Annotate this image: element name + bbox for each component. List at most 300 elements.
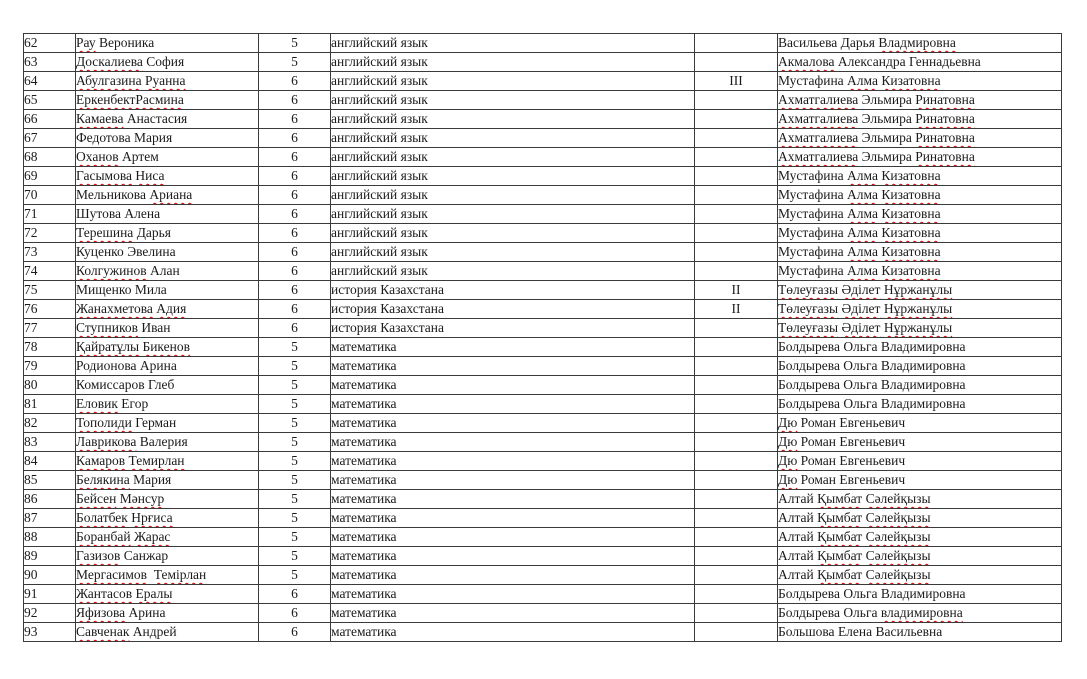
misspelled-word: Нұржанұлы	[883, 320, 953, 335]
award-place-cell	[695, 262, 778, 281]
grade-cell: 5	[259, 338, 331, 357]
teacher-name-cell: Болдырева Ольга Владимировна	[778, 585, 1062, 604]
student-name-cell: Мельникова Ариана	[76, 186, 259, 205]
subject-cell: история Казахстана	[331, 300, 695, 319]
misspelled-word: Жарас	[133, 529, 171, 544]
grade-cell: 5	[259, 376, 331, 395]
table-row	[24, 433, 1062, 452]
misspelled-word: Алма	[847, 187, 878, 202]
grade-cell: 6	[259, 91, 331, 110]
student-name-cell: Колгужинов Алан	[76, 262, 259, 281]
award-place-cell	[695, 205, 778, 224]
row-number-cell: 78	[24, 338, 76, 357]
table-row	[24, 566, 1062, 585]
teacher-name-cell: Васильева Дарья Владмировна	[778, 34, 1062, 53]
table-row	[24, 148, 1062, 167]
subject-cell: английский язык	[331, 186, 695, 205]
teacher-name-cell: Алтай Қымбат Сәлейқызы	[778, 566, 1062, 585]
award-place-cell	[695, 224, 778, 243]
misspelled-word: Владмировна	[878, 35, 956, 50]
grade-cell: 5	[259, 433, 331, 452]
grade-cell: 5	[259, 34, 331, 53]
subject-cell: математика	[331, 471, 695, 490]
award-place-cell	[695, 376, 778, 395]
misspelled-word: Дю	[778, 434, 798, 449]
results-table-body	[24, 34, 1062, 642]
row-number-cell: 80	[24, 376, 76, 395]
table-row	[24, 528, 1062, 547]
student-name-cell	[76, 528, 259, 547]
teacher-name-cell: Мустафина Алма Кизатовна	[778, 72, 1062, 91]
row-number-cell: 88	[24, 528, 76, 547]
row-number-cell: 85	[24, 471, 76, 490]
misspelled-word: Әділет	[841, 282, 881, 297]
student-name-cell	[76, 490, 259, 509]
subject-cell: математика	[331, 395, 695, 414]
award-place-cell	[695, 53, 778, 72]
misspelled-word: Ералы	[135, 586, 173, 601]
student-name-cell: Федотова Мария	[76, 129, 259, 148]
misspelled-word: Төлеуғазы	[778, 301, 839, 316]
table-row	[24, 129, 1062, 148]
student-name-cell	[76, 509, 259, 528]
grade-cell: 6	[259, 167, 331, 186]
teacher-name-cell: Алтай Қымбат Сәлейқызы	[778, 528, 1062, 547]
subject-cell: математика	[331, 433, 695, 452]
teacher-name-cell: Алтай Қымбат Сәлейқызы	[778, 547, 1062, 566]
grade-cell: 6	[259, 604, 331, 623]
table-row	[24, 205, 1062, 224]
teacher-name-cell: Алтай Қымбат Сәлейқызы	[778, 509, 1062, 528]
row-number-cell: 67	[24, 129, 76, 148]
misspelled-word: Колгужинов	[76, 263, 147, 278]
student-name-cell: Рау Вероника	[76, 34, 259, 53]
grade-cell: 5	[259, 509, 331, 528]
row-number-cell: 63	[24, 53, 76, 72]
misspelled-word: Ринатовна	[915, 130, 975, 145]
grade-cell: 5	[259, 490, 331, 509]
award-place-cell	[695, 148, 778, 167]
misspelled-word: Болатбек	[76, 510, 128, 525]
misspelled-word: Рау	[76, 35, 96, 50]
misspelled-word: Дю	[778, 415, 798, 430]
grade-cell: 6	[259, 281, 331, 300]
misspelled-word: Алма	[847, 263, 878, 278]
misspelled-word: Дю	[778, 472, 798, 487]
student-name-cell: Мищенко Мила	[76, 281, 259, 300]
row-number-cell: 83	[24, 433, 76, 452]
misspelled-word: Төлеуғазы	[778, 282, 839, 297]
teacher-name-cell: Мустафина Алма Кизатовна	[778, 243, 1062, 262]
subject-cell: английский язык	[331, 224, 695, 243]
grade-cell: 5	[259, 528, 331, 547]
student-name-cell: Оханов Артем	[76, 148, 259, 167]
subject-cell: английский язык	[331, 110, 695, 129]
grade-cell: 5	[259, 547, 331, 566]
student-name-cell: Куценко Эвелина	[76, 243, 259, 262]
table-row	[24, 262, 1062, 281]
row-number-cell: 64	[24, 72, 76, 91]
teacher-name-cell: Большова Елена Васильевна	[778, 623, 1062, 642]
subject-cell: математика	[331, 509, 695, 528]
table-row	[24, 34, 1062, 53]
misspelled-word: Лаврикова	[76, 434, 137, 449]
subject-cell: английский язык	[331, 34, 695, 53]
misspelled-word: владимировна	[880, 605, 963, 620]
subject-cell: английский язык	[331, 91, 695, 110]
misspelled-word: Ахматгалиева	[778, 149, 859, 164]
table-row	[24, 224, 1062, 243]
student-name-cell	[76, 452, 259, 471]
misspelled-word: Сәлейқызы	[865, 510, 931, 525]
student-name-cell: Ступников Иван	[76, 319, 259, 338]
teacher-name-cell: Мустафина Алма Кизатовна	[778, 262, 1062, 281]
grade-cell: 5	[259, 566, 331, 585]
misspelled-word: Сәлейқызы	[865, 567, 931, 582]
subject-cell: английский язык	[331, 148, 695, 167]
row-number-cell: 62	[24, 34, 76, 53]
student-name-cell	[76, 585, 259, 604]
misspelled-word: Камаева	[76, 111, 124, 126]
grade-cell: 6	[259, 72, 331, 91]
award-place-cell: III	[695, 72, 778, 91]
award-place-cell	[695, 566, 778, 585]
award-place-cell	[695, 452, 778, 471]
misspelled-word: Алма	[847, 168, 878, 183]
grade-cell: 6	[259, 585, 331, 604]
grade-cell: 5	[259, 357, 331, 376]
subject-cell: английский язык	[331, 205, 695, 224]
misspelled-word: Қымбат	[817, 548, 863, 563]
table-row	[24, 300, 1062, 319]
misspelled-word: Қымбат	[817, 510, 863, 525]
subject-cell: английский язык	[331, 129, 695, 148]
subject-cell: английский язык	[331, 262, 695, 281]
subject-cell: математика	[331, 490, 695, 509]
row-number-cell: 86	[24, 490, 76, 509]
row-number-cell: 81	[24, 395, 76, 414]
teacher-name-cell: Ахматгалиева Эльмира Ринатовна	[778, 110, 1062, 129]
award-place-cell	[695, 585, 778, 604]
award-place-cell	[695, 433, 778, 452]
grade-cell: 6	[259, 243, 331, 262]
student-name-cell: Шутова Алена	[76, 205, 259, 224]
misspelled-word: Доскалиева	[76, 54, 143, 69]
subject-cell: английский язык	[331, 72, 695, 91]
subject-cell: математика	[331, 604, 695, 623]
grade-cell: 6	[259, 148, 331, 167]
table-row	[24, 414, 1062, 433]
award-place-cell	[695, 623, 778, 642]
award-place-cell	[695, 319, 778, 338]
misspelled-word: Бикенов	[142, 339, 190, 354]
subject-cell: математика	[331, 547, 695, 566]
subject-cell: математика	[331, 528, 695, 547]
teacher-name-cell: Болдырева Ольга владимировна	[778, 604, 1062, 623]
table-row	[24, 167, 1062, 186]
row-number-cell: 84	[24, 452, 76, 471]
grade-cell: 6	[259, 262, 331, 281]
teacher-name-cell: Дю Роман Евгеньевич	[778, 471, 1062, 490]
misspelled-word: ЕркенбектРасмина	[76, 92, 184, 107]
student-name-cell: Еловик Егор	[76, 395, 259, 414]
student-name-cell: Лаврикова Валерия	[76, 433, 259, 452]
misspelled-word: Темірлан	[153, 567, 207, 582]
table-row	[24, 53, 1062, 72]
misspelled-word: Боранбай	[76, 529, 131, 544]
misspelled-word: Алма	[847, 73, 878, 88]
table-row	[24, 243, 1062, 262]
misspelled-word: Кизатовна	[881, 187, 941, 202]
table-row	[24, 395, 1062, 414]
row-number-cell: 70	[24, 186, 76, 205]
misspelled-word: Ахматгалиева	[778, 92, 859, 107]
row-number-cell: 75	[24, 281, 76, 300]
misspelled-word: Руанна	[145, 73, 186, 88]
student-name-cell	[76, 566, 259, 585]
misspelled-word: Сәлейқызы	[865, 548, 931, 563]
misspelled-word: Тополиди	[76, 415, 132, 430]
grade-cell: 6	[259, 129, 331, 148]
misspelled-word: Мәнсур	[119, 491, 165, 506]
teacher-name-cell: Ахматгалиева Эльмира Ринатовна	[778, 129, 1062, 148]
teacher-name-cell	[778, 300, 1062, 319]
student-name-cell: Комиссаров Глеб	[76, 376, 259, 395]
subject-cell: английский язык	[331, 243, 695, 262]
student-name-cell: Родионова Арина	[76, 357, 259, 376]
grade-cell: 5	[259, 452, 331, 471]
table-row	[24, 186, 1062, 205]
row-number-cell: 93	[24, 623, 76, 642]
award-place-cell	[695, 414, 778, 433]
teacher-name-cell: Дю Роман Евгеньевич	[778, 452, 1062, 471]
misspelled-word: Гасымова	[76, 168, 133, 183]
grade-cell: 5	[259, 471, 331, 490]
row-number-cell: 73	[24, 243, 76, 262]
award-place-cell: II	[695, 300, 778, 319]
student-name-cell	[76, 338, 259, 357]
student-name-cell	[76, 72, 259, 91]
award-place-cell	[695, 357, 778, 376]
misspelled-word: Дю	[778, 453, 798, 468]
row-number-cell: 76	[24, 300, 76, 319]
misspelled-word: Қайратұлы	[76, 339, 140, 354]
teacher-name-cell: Мустафина Алма Кизатовна	[778, 205, 1062, 224]
table-row	[24, 357, 1062, 376]
misspelled-word: Ахматгалиева	[778, 130, 859, 145]
award-place-cell	[695, 129, 778, 148]
misspelled-word: Алма	[847, 225, 878, 240]
table-row	[24, 623, 1062, 642]
subject-cell: математика	[331, 338, 695, 357]
student-results-table	[23, 33, 1062, 642]
misspelled-word: Кизатовна	[881, 73, 941, 88]
misspelled-word: Жантасов	[76, 586, 133, 601]
table-row	[24, 72, 1062, 91]
student-name-cell: Белякина Мария	[76, 471, 259, 490]
grade-cell: 6	[259, 300, 331, 319]
grade-cell: 5	[259, 53, 331, 72]
teacher-name-cell: Акмалова Александра Геннадьевна	[778, 53, 1062, 72]
teacher-name-cell: Алтай Қымбат Сәлейқызы	[778, 490, 1062, 509]
misspelled-word: Кизатовна	[881, 168, 941, 183]
grade-cell: 6	[259, 319, 331, 338]
grade-cell: 5	[259, 414, 331, 433]
misspelled-word: Савченак	[76, 624, 130, 639]
misspelled-word: Нрғиса	[131, 510, 173, 525]
misspelled-word: Ариана	[149, 187, 193, 202]
table-row	[24, 281, 1062, 300]
award-place-cell: II	[695, 281, 778, 300]
award-place-cell	[695, 167, 778, 186]
misspelled-word: Алма	[847, 206, 878, 221]
subject-cell: математика	[331, 376, 695, 395]
subject-cell: английский язык	[331, 167, 695, 186]
subject-cell: история Казахстана	[331, 319, 695, 338]
table-row	[24, 376, 1062, 395]
subject-cell: математика	[331, 623, 695, 642]
misspelled-word: Адия	[156, 301, 187, 316]
misspelled-word: Кизатовна	[881, 225, 941, 240]
table-row	[24, 110, 1062, 129]
misspelled-word: Еловик	[76, 396, 118, 411]
subject-cell: математика	[331, 414, 695, 433]
misspelled-word: Ниса	[135, 168, 165, 183]
subject-cell: история Казахстана	[331, 281, 695, 300]
table-row	[24, 490, 1062, 509]
award-place-cell	[695, 243, 778, 262]
student-name-cell: Терешина Дарья	[76, 224, 259, 243]
grade-cell: 6	[259, 186, 331, 205]
teacher-name-cell: Болдырева Ольга Владимировна	[778, 395, 1062, 414]
table-row	[24, 585, 1062, 604]
table-row	[24, 604, 1062, 623]
award-place-cell	[695, 91, 778, 110]
award-place-cell	[695, 186, 778, 205]
award-place-cell	[695, 338, 778, 357]
student-name-cell: Камаева Анастасия	[76, 110, 259, 129]
row-number-cell: 74	[24, 262, 76, 281]
misspelled-word: Белякина	[76, 472, 130, 487]
table-row	[24, 509, 1062, 528]
award-place-cell	[695, 395, 778, 414]
row-number-cell: 66	[24, 110, 76, 129]
misspelled-word: Акмалова	[778, 54, 835, 69]
award-place-cell	[695, 528, 778, 547]
misspelled-word: Терешина	[76, 225, 134, 240]
table-row	[24, 319, 1062, 338]
grade-cell: 6	[259, 623, 331, 642]
misspelled-word: Нұржанұлы	[883, 301, 953, 316]
row-number-cell: 87	[24, 509, 76, 528]
misspelled-word: Ступников	[76, 320, 138, 335]
row-number-cell: 69	[24, 167, 76, 186]
teacher-name-cell: Дю Роман Евгеньевич	[778, 433, 1062, 452]
teacher-name-cell: Дю Роман Евгеньевич	[778, 414, 1062, 433]
student-name-cell: Яфизова Арина	[76, 604, 259, 623]
row-number-cell: 77	[24, 319, 76, 338]
misspelled-word: Қымбат	[817, 491, 863, 506]
row-number-cell: 91	[24, 585, 76, 604]
subject-cell: математика	[331, 452, 695, 471]
teacher-name-cell: Мустафина Алма Кизатовна	[778, 167, 1062, 186]
teacher-name-cell	[778, 319, 1062, 338]
teacher-name-cell: Ахматгалиева Эльмира Ринатовна	[778, 148, 1062, 167]
misspelled-word: Абулгазина	[76, 73, 142, 88]
misspelled-word: Нұржанұлы	[883, 282, 953, 297]
misspelled-word: Төлеуғазы	[778, 320, 839, 335]
misspelled-word: Қымбат	[817, 567, 863, 582]
award-place-cell	[695, 34, 778, 53]
teacher-name-cell: Мустафина Алма Кизатовна	[778, 224, 1062, 243]
row-number-cell: 92	[24, 604, 76, 623]
teacher-name-cell: Болдырева Ольга Владимировна	[778, 357, 1062, 376]
award-place-cell	[695, 110, 778, 129]
student-name-cell	[76, 91, 259, 110]
misspelled-word: Камаров	[76, 453, 126, 468]
grade-cell: 6	[259, 205, 331, 224]
row-number-cell: 65	[24, 91, 76, 110]
misspelled-word: Жанахметова	[76, 301, 153, 316]
teacher-name-cell: Болдырева Ольга Владимировна	[778, 376, 1062, 395]
table-row	[24, 338, 1062, 357]
table-row	[24, 471, 1062, 490]
misspelled-word: Кизатовна	[881, 244, 941, 259]
misspelled-word: Темирлан	[128, 453, 185, 468]
misspelled-word: Сәлейқызы	[865, 491, 931, 506]
student-name-cell	[76, 167, 259, 186]
teacher-name-cell: Мустафина Алма Кизатовна	[778, 186, 1062, 205]
student-name-cell: Доскалиева София	[76, 53, 259, 72]
misspelled-word: Оханов	[76, 149, 119, 164]
award-place-cell	[695, 604, 778, 623]
misspelled-word: Ринатовна	[915, 92, 975, 107]
award-place-cell	[695, 471, 778, 490]
row-number-cell: 89	[24, 547, 76, 566]
misspelled-word: Әділет	[841, 301, 881, 316]
misspelled-word: Қымбат	[817, 529, 863, 544]
misspelled-word: Яфизова	[76, 605, 126, 620]
grade-cell: 6	[259, 110, 331, 129]
grade-cell: 5	[259, 395, 331, 414]
table-row	[24, 547, 1062, 566]
teacher-name-cell	[778, 281, 1062, 300]
award-place-cell	[695, 509, 778, 528]
misspelled-word: Кизатовна	[881, 263, 941, 278]
misspelled-word: Газизов	[76, 548, 121, 563]
subject-cell: математика	[331, 357, 695, 376]
subject-cell: математика	[331, 585, 695, 604]
student-name-cell	[76, 300, 259, 319]
row-number-cell: 68	[24, 148, 76, 167]
table-row	[24, 452, 1062, 471]
misspelled-word: Бейсен	[76, 491, 117, 506]
award-place-cell	[695, 547, 778, 566]
misspelled-word: Ринатовна	[915, 149, 975, 164]
row-number-cell: 90	[24, 566, 76, 585]
teacher-name-cell: Ахматгалиева Эльмира Ринатовна	[778, 91, 1062, 110]
misspelled-word: Әділет	[841, 320, 881, 335]
misspelled-word: Ринатовна	[915, 111, 975, 126]
subject-cell: английский язык	[331, 53, 695, 72]
subject-cell: математика	[331, 566, 695, 585]
student-name-cell: Савченак Андрей	[76, 623, 259, 642]
row-number-cell: 82	[24, 414, 76, 433]
misspelled-word: Алма	[847, 244, 878, 259]
student-name-cell: Газизов Санжар	[76, 547, 259, 566]
misspelled-word: Ахматгалиева	[778, 111, 859, 126]
table-row	[24, 91, 1062, 110]
